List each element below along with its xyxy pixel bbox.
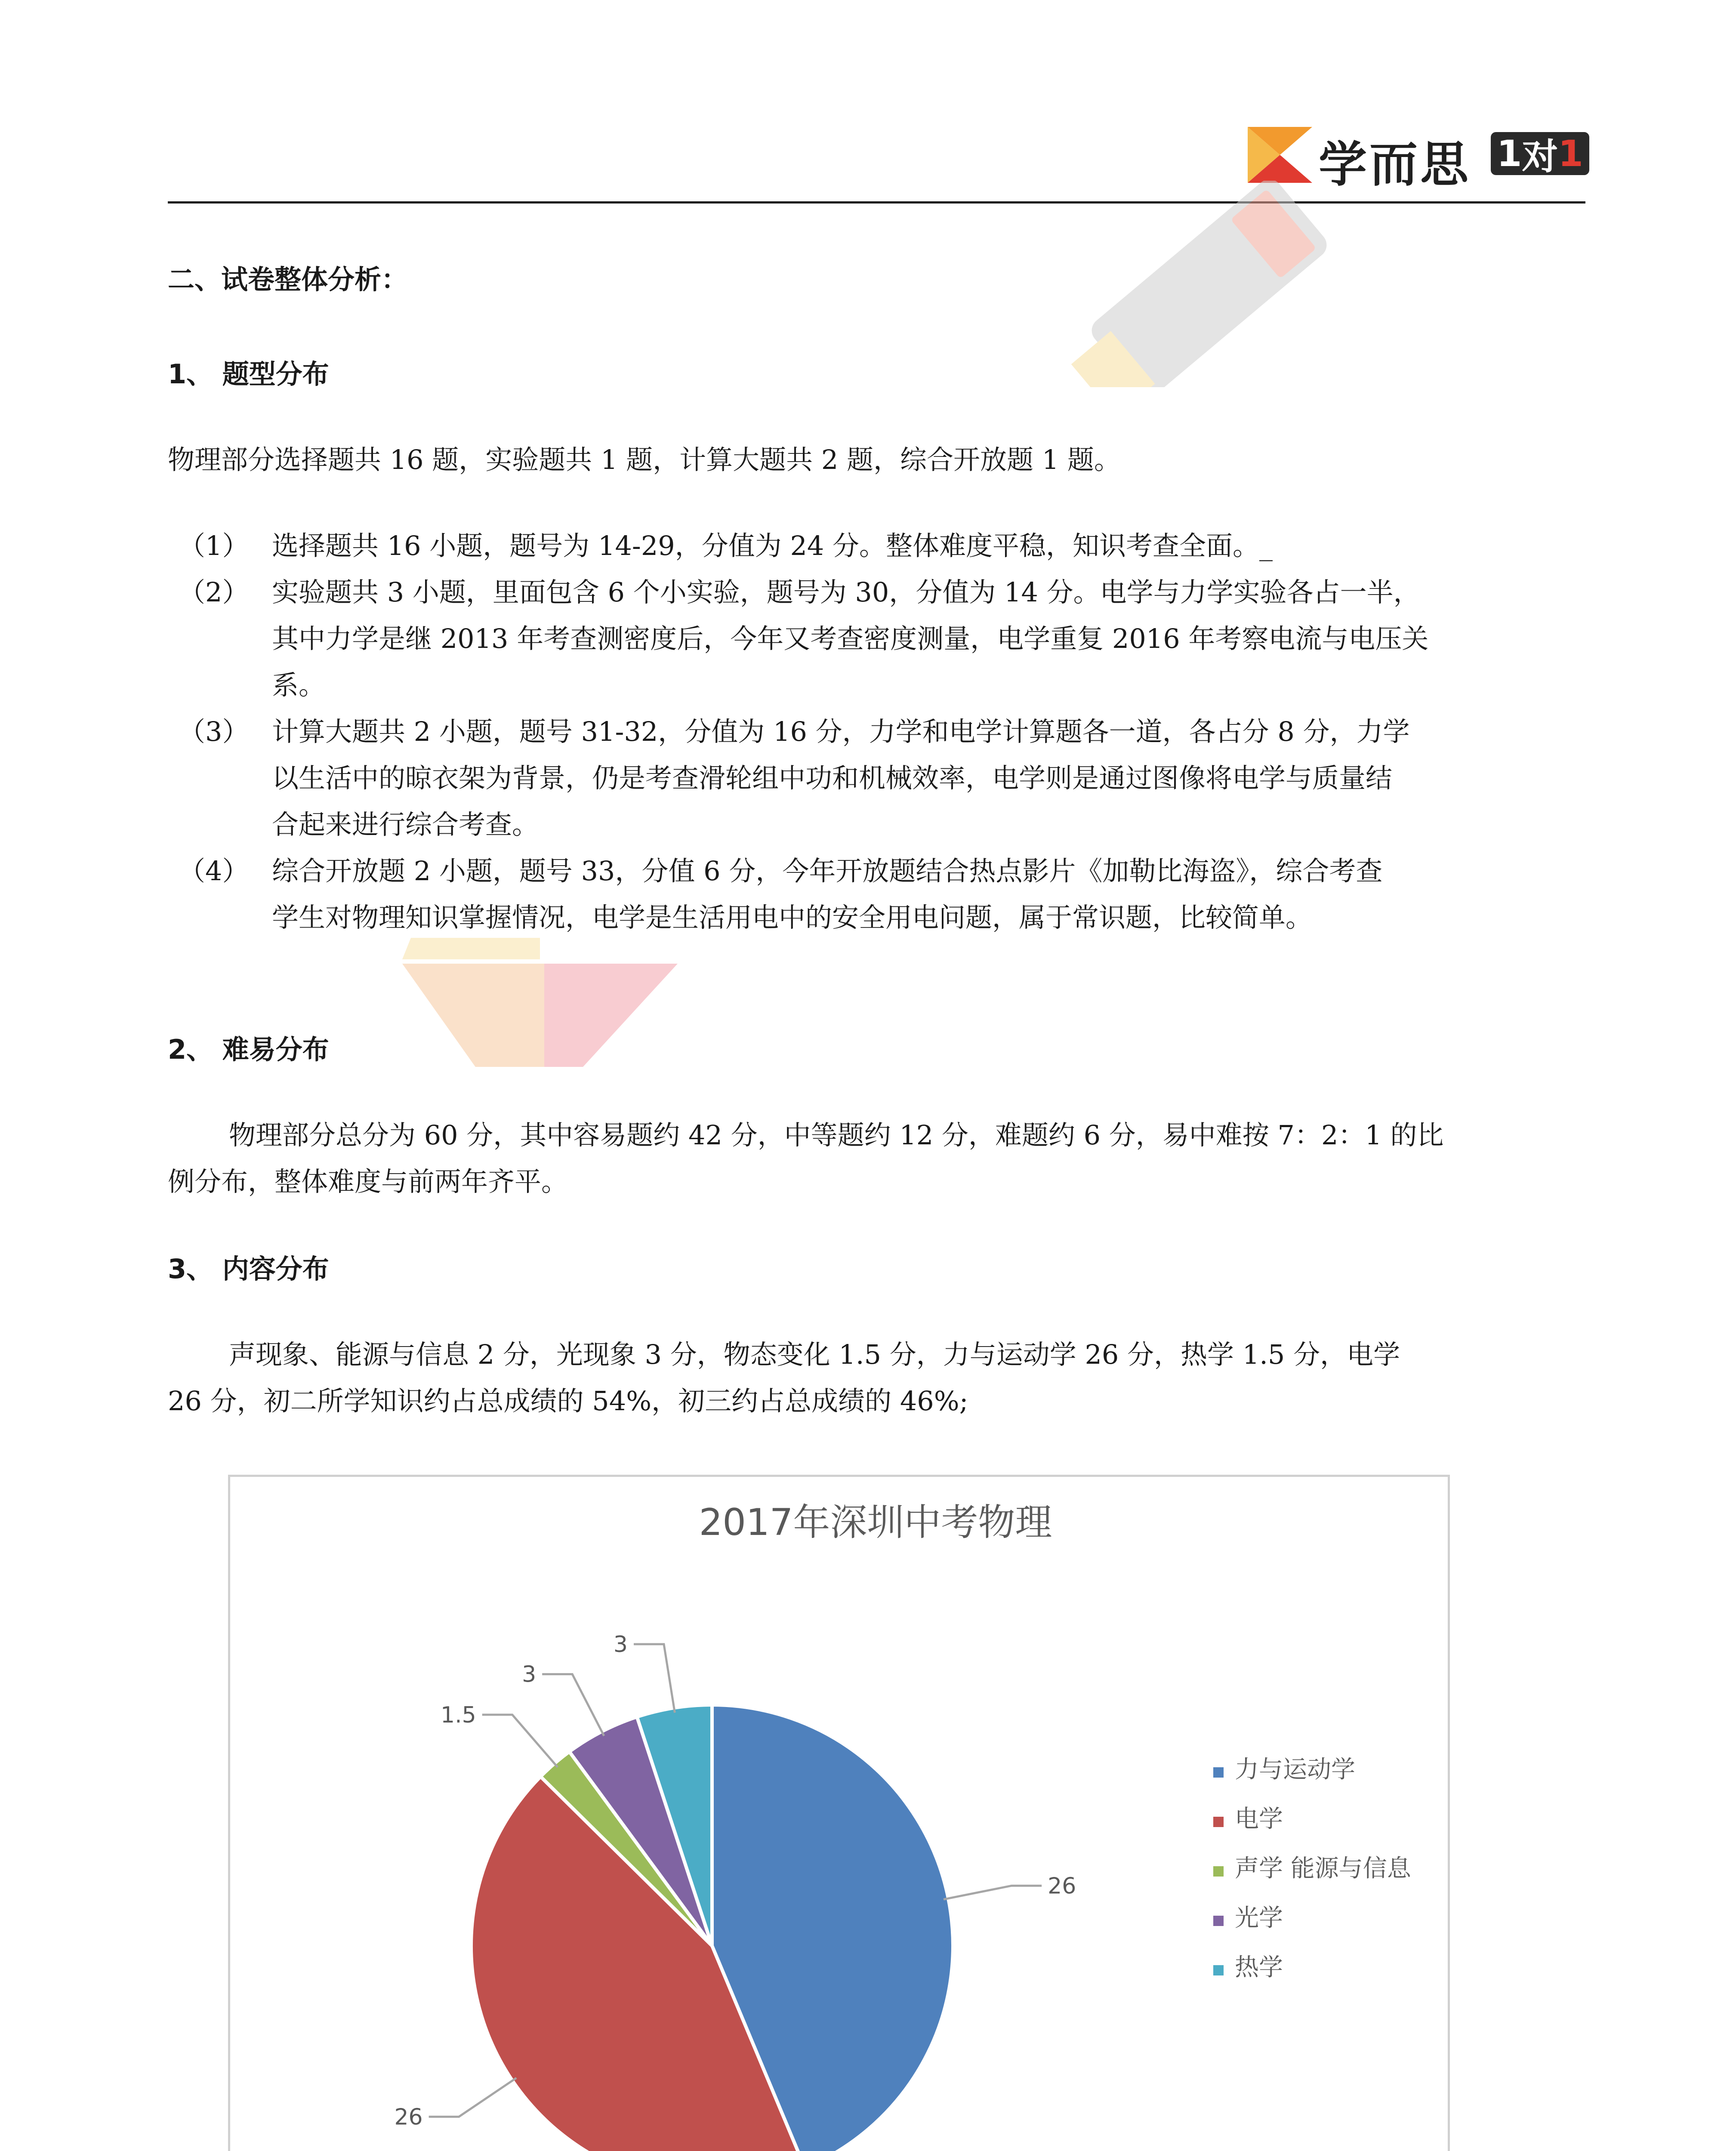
item-number: （3） xyxy=(179,716,249,747)
section-title: 二、试卷整体分析： xyxy=(168,264,408,295)
header-divider xyxy=(168,201,1585,203)
item-line: 其中力学是继 2013 年考查测密度后，今年又考查密度测量，电学重复 2016 年考察电流与电压关 xyxy=(272,623,1429,654)
legend-swatch-3 xyxy=(1213,1916,1224,1926)
item-line: 系。 xyxy=(272,669,326,701)
item-number: （4） xyxy=(179,855,249,887)
legend-label-1: 电学 xyxy=(1235,1805,1283,1833)
watermark-logo-icon xyxy=(1050,181,1351,387)
pie-chart xyxy=(228,1475,1450,2151)
watermark-mark-icon xyxy=(402,938,678,1071)
item-line: 综合开放题 2 小题，题号 33，分值 6 分，今年开放题结合热点影片《加勒比海盗》，综合考查 xyxy=(272,855,1383,887)
legend-label-0: 力与运动学 xyxy=(1235,1756,1355,1784)
item-number: （2） xyxy=(179,576,249,608)
data-label-3: 3 xyxy=(522,1661,537,1688)
item-line: 实验题共 3 小题，里面包含 6 个小实验，题号为 30，分值为 14 分。电学与力学实验各占一半， xyxy=(272,576,1420,608)
data-label-1: 26 xyxy=(394,2104,423,2130)
leader-line-4 xyxy=(634,1644,675,1713)
item-line: 学生对物理知识掌握情况，电学是生活用电中的安全用电问题，属于常识题，比较简单。 xyxy=(272,902,1313,933)
legend-swatch-1 xyxy=(1213,1817,1224,1827)
difficulty-para-line: 物理部分总分为 60 分，其中容易题约 42 分，中等题约 12 分，难题约 6 分，易中难按 7：2：1 的比 xyxy=(229,1119,1444,1151)
content-para-line: 声现象、能源与信息 2 分，光现象 3 分，物态变化 1.5 分，力与运动学 26 分，热学 1.5 分，电学 xyxy=(229,1339,1400,1370)
data-label-0: 26 xyxy=(1048,1873,1076,1899)
brand-logo xyxy=(1248,123,1588,193)
item-line: 选择题共 16 小题，题号为 14-29，分值为 24 分。整体难度平稳，知识考查全面。_ xyxy=(272,530,1273,561)
leader-line-3 xyxy=(542,1674,604,1736)
heading-difficulty: 2、 难易分布 xyxy=(168,1034,329,1065)
leader-line-0 xyxy=(944,1886,1042,1899)
legend-swatch-2 xyxy=(1213,1866,1224,1877)
legend-label-3: 光学 xyxy=(1235,1904,1283,1932)
heading-question-types: 1、 题型分布 xyxy=(168,358,329,390)
chart-title: 2017年深圳中考物理 xyxy=(699,1501,1052,1544)
question-types-intro: 物理部分选择题共 16 题，实验题共 1 题，计算大题共 2 题，综合开放题 1 题。 xyxy=(168,444,1121,475)
item-line: 合起来进行综合考查。 xyxy=(272,809,539,840)
logo-badge-one-red: 1 xyxy=(1558,133,1583,175)
leader-line-2 xyxy=(482,1715,558,1767)
logo-badge-one: 1 xyxy=(1497,133,1522,175)
legend-label-2: 声学 能源与信息 xyxy=(1235,1855,1411,1883)
legend-swatch-4 xyxy=(1213,1965,1224,1975)
item-line: 以生活中的晾衣架为背景，仍是考查滑轮组中功和机械效率，电学则是通过图像将电学与质量结 xyxy=(272,762,1393,794)
logo-badge xyxy=(1491,132,1589,178)
logo-mark-icon xyxy=(1248,127,1312,183)
pie-chart-svg xyxy=(230,1477,1448,2151)
content-para-line: 26 分，初二所学知识约占总成绩的 54%，初三约占总成绩的 46%; xyxy=(168,1385,968,1417)
data-label-2: 1.5 xyxy=(440,1702,476,1728)
legend-label-4: 热学 xyxy=(1235,1954,1283,1982)
logo-text: 学而思 xyxy=(1319,137,1471,193)
item-number: （1） xyxy=(179,530,249,561)
heading-content: 3、 内容分布 xyxy=(168,1253,329,1285)
data-label-4: 3 xyxy=(613,1631,628,1658)
item-line: 计算大题共 2 小题，题号 31-32，分值为 16 分，力学和电学计算题各一道，各占分 8 分，力学 xyxy=(272,716,1410,747)
logo-badge-dui: 对 xyxy=(1522,135,1558,178)
legend-swatch-0 xyxy=(1213,1767,1224,1778)
difficulty-para-line: 例分布，整体难度与前两年齐平。 xyxy=(168,1166,568,1197)
leader-line-1 xyxy=(429,2078,517,2117)
